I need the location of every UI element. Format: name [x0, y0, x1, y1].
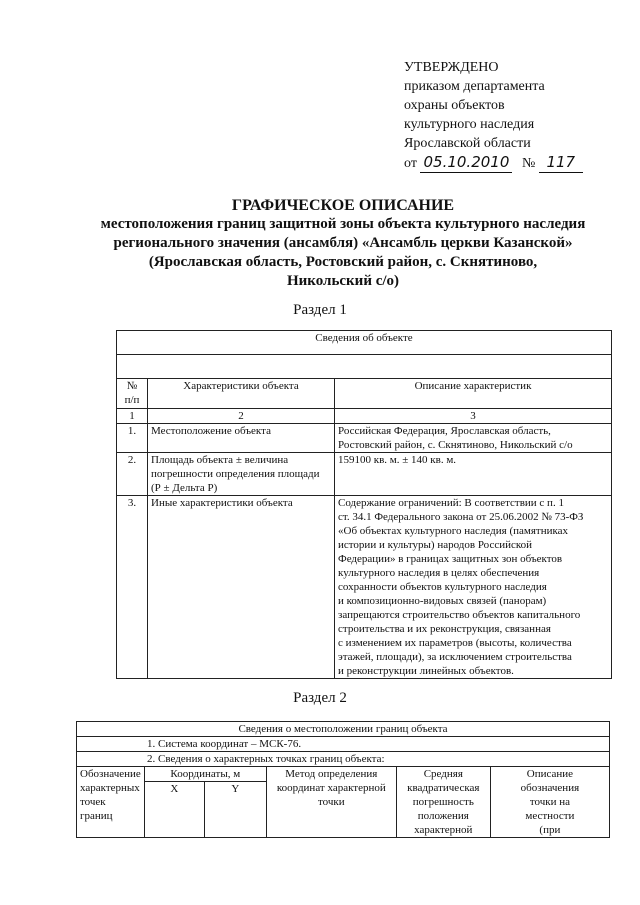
table-header: Описание характеристик [335, 379, 612, 409]
table-spacer [117, 355, 612, 379]
table-caption: Сведения об объекте [117, 331, 612, 355]
title-line: Никольский с/о) [286, 273, 400, 289]
approval-line: приказом департамента [404, 79, 545, 94]
header-x: X [144, 782, 204, 838]
coordinate-system: 1. Система координат – МСК-76. [77, 737, 610, 752]
approval-date: 05.10.2010 [420, 153, 512, 173]
row-number: 1. [117, 424, 148, 453]
approval-line: охраны объектов [404, 98, 505, 113]
document-title [80, 196, 606, 291]
table-header: № п/п [117, 379, 148, 409]
points-caption: 2. Сведения о характерных точках границ объекта: [77, 752, 610, 767]
approval-line: культурного наследия [404, 117, 535, 132]
title-line: местоположения границ защитной зоны объекта культурного наследия [100, 216, 586, 232]
row-number: 3. [117, 496, 148, 679]
table-row [117, 453, 612, 496]
number-prefix: № [521, 156, 536, 171]
column-number: 3 [335, 409, 612, 424]
table-caption: Сведения о местоположении границ объекта [77, 722, 610, 737]
row-number: 2. [117, 453, 148, 496]
section1-heading: Раздел 1 [293, 302, 347, 318]
header-designation: Обозначение характерных точек границ [77, 767, 145, 838]
table-header: Характеристики объекта [148, 379, 335, 409]
row-description: Содержание ограничений: В соответствии с п. 1 ст. 34.1 Федерального закона от 25.06.2002 № 73-ФЗ «Об объектах культурного наследия (памятниках истории и культуры) народов Российской Федерации» в границах защитных зон объектов культурного наследия в целях обеспечения сохранности объектов культурного наследия и композиционно-видовых связей (панорам) запрещаются строительство объектов капитального строительства и их реконструкция, связанная с изменением их параметров (высоты, количества этажей, площади), за исключением строительства и реконструкции линейных объектов. [335, 496, 612, 679]
approval-line: Ярославской области [404, 136, 531, 151]
column-number: 1 [117, 409, 148, 424]
object-info-table [116, 330, 612, 679]
section2-heading: Раздел 2 [293, 690, 347, 706]
table-row [117, 496, 612, 679]
row-description: 159100 кв. м. ± 140 кв. м. [335, 453, 612, 496]
row-name: Местоположение объекта [148, 424, 335, 453]
header-error: Средняя квадратическая погрешность положения характерной [396, 767, 490, 838]
boundary-table [76, 721, 610, 838]
approval-date-line [404, 153, 624, 173]
approval-block [404, 58, 624, 173]
header-method: Метод определения координат характерной точки [266, 767, 396, 838]
title-main: ГРАФИЧЕСКОЕ ОПИСАНИЕ [231, 197, 455, 214]
header-y: Y [204, 782, 266, 838]
date-prefix: от [404, 156, 417, 171]
row-name: Площадь объекта ± величина погрешности определения площади (Р ± Дельта Р) [148, 453, 335, 496]
header-coordinates: Координаты, м [144, 767, 266, 782]
table-row [117, 424, 612, 453]
approval-line: УТВЕРЖДЕНО [404, 60, 499, 75]
column-number: 2 [148, 409, 335, 424]
row-name: Иные характеристики объекта [148, 496, 335, 679]
row-description: Российская Федерация, Ярославская область, Ростовский район, с. Скнятиново, Никольский с/о [335, 424, 612, 453]
title-line: регионального значения (ансамбля) «Ансамбль церкви Казанской» [113, 235, 573, 251]
approval-number: 117 [539, 153, 583, 173]
title-line: (Ярославская область, Ростовский район, с. Скнятиново, [148, 254, 538, 270]
header-description: Описание обозначения точки на местности (при [490, 767, 609, 838]
